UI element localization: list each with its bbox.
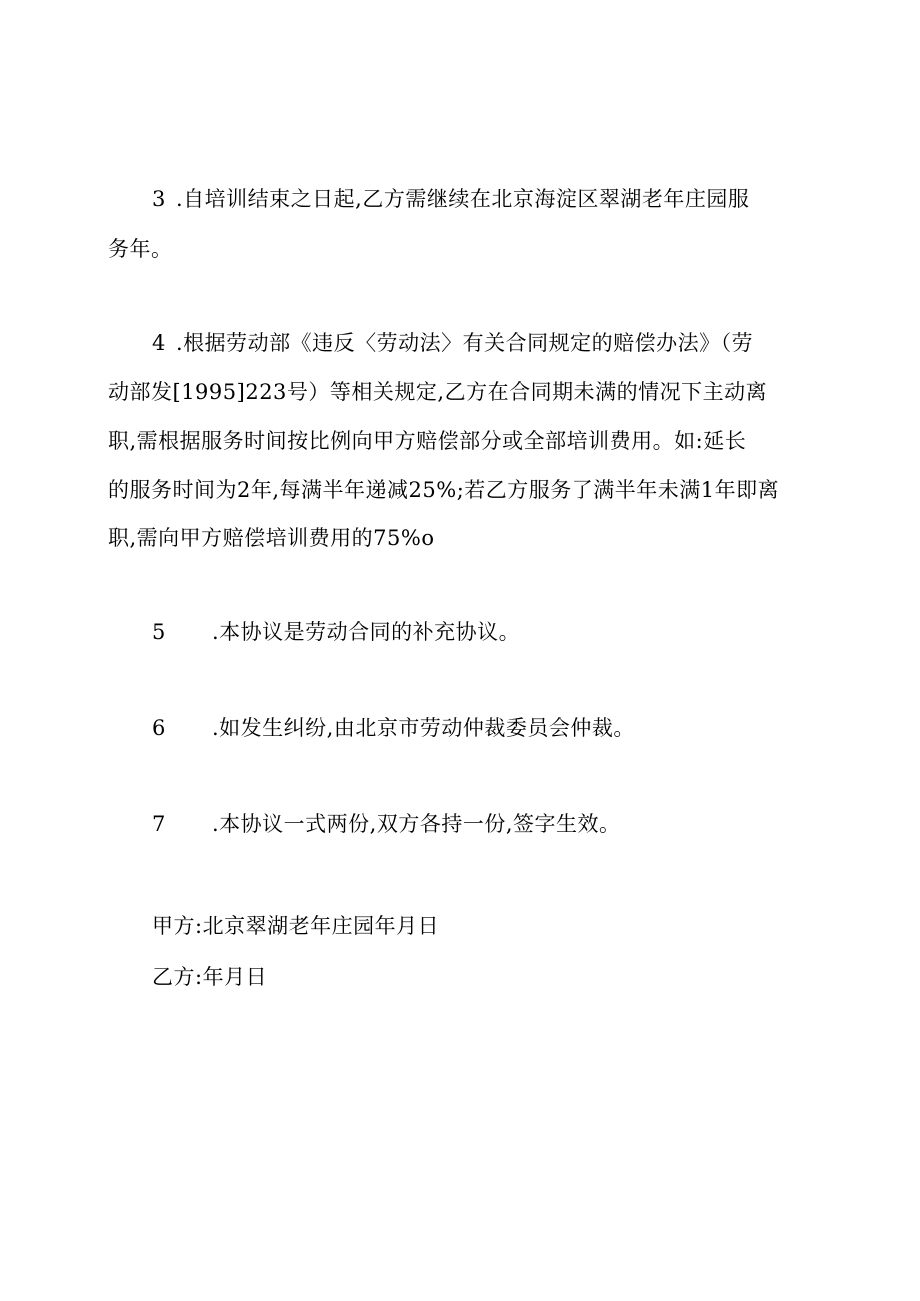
- clause-6: [152, 713, 635, 743]
- clause-4-text: .根据劳动部《违反〈劳动法〉有关合同规定的赔偿办法》（劳: [176, 331, 754, 355]
- clause-3-line-2: 务年。: [108, 237, 173, 261]
- clause-4-line-4: 的服务时间为2年,每满半年递减25%;若乙方服务了满半年未满1年即离: [108, 478, 780, 502]
- clause-4-line-3: 职,需根据服务时间按比例向甲方赔偿部分或全部培训费用。如:延长: [108, 429, 747, 453]
- clause-3-line-1: [152, 184, 749, 214]
- clause-4-line-2: 动部发[1995]223号）等相关规定,乙方在合同期未满的情况下主动离: [108, 380, 768, 404]
- clause-3-text: .自培训结束之日起,乙方需继续在北京海淀区翠湖老年庄园服: [176, 187, 750, 211]
- clause-4-number: 4: [152, 331, 166, 355]
- clause-5-text: .本协议是劳动合同的补充协议。: [212, 620, 521, 644]
- clause-5-number: 5: [152, 620, 166, 644]
- clause-4-line-1: [152, 328, 753, 358]
- clause-5: [152, 617, 520, 647]
- clause-3-number: 3: [152, 187, 166, 211]
- clause-6-number: 6: [152, 716, 166, 740]
- clause-7-text: .本协议一式两份,双方各持一份,签字生效。: [212, 812, 621, 836]
- clause-6-text: .如发生纠纷,由北京市劳动仲裁委员会仲裁。: [212, 716, 635, 740]
- clause-7-number: 7: [152, 812, 166, 836]
- party-b-signature-line: 乙方:年月日: [152, 965, 268, 989]
- clause-4-line-5: 职,需向甲方赔偿培训费用的75%o: [108, 526, 435, 550]
- clause-7: [152, 809, 621, 839]
- party-a-signature-line: 甲方:北京翠湖老年庄园年月日: [152, 914, 440, 938]
